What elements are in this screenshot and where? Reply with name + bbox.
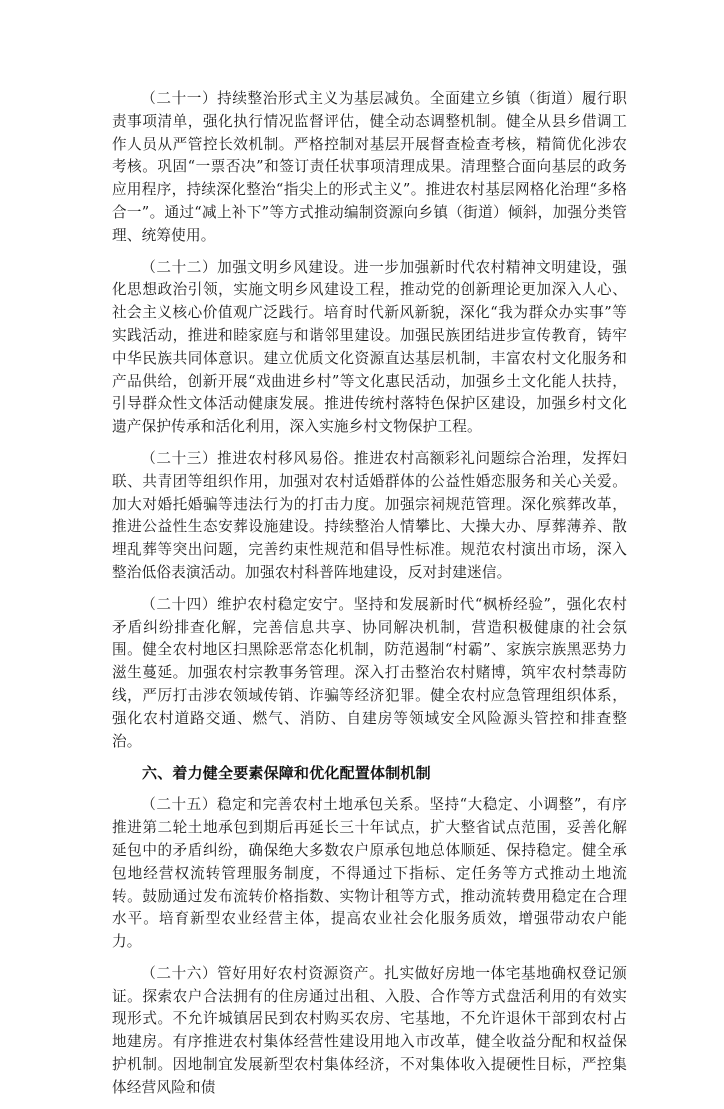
paragraph-23: （二十三）推进农村移风易俗。推进农村高额彩礼问题综合治理，发挥妇联、共青团等组织作用，加强对农村适婚群体的公益性婚恋服务和关心关爱。加大对婚托婚骗等违法行为的打击力度。加强宗祠规范管理。深化殡葬改革，推进公益性生态安葬设施建设。持续整治人情攀比、大操大办、厚葬薄养、散埋乱葬等突出问题，完善约束性规范和倡导性标准。规范农村演出市场，深入整治低俗表演活动。加强农村科普阵地建设，反对封建迷信。 <box>112 449 627 581</box>
document-page <box>112 88 627 1109</box>
section-heading: 六、着力健全要素保障和优化配置体制机制 <box>142 764 431 783</box>
paragraph-24: （二十四）维护农村稳定安宁。坚持和发展新时代“枫桥经验”，强化农村矛盾纠纷排查化解，完善信息共享、协同解决机制，营造积极健康的社会氛围。健全农村地区扫黑除恶常态化机制，防范遏制“村霸”、家族宗族黑恶势力滋生蔓延。加强农村宗教事务管理。深入打击整治农村赌博，筑牢农村禁毒防线，严厉打击涉农领域传销、诈骗等经济犯罪。健全农村应急管理组织体系，强化农村道路交通、燃气、消防、自建房等领域安全风险源头管控和排查整治。 <box>112 595 627 750</box>
paragraph-26: （二十六）管好用好农村资源资产。扎实做好房地一体宅基地确权登记颁证。探索农户合法拥有的住房通过出租、入股、合作等方式盘活利用的有效实现形式。不允许城镇居民到农村购买农房、宅基地，不允许退休干部到农村占地建房。有序推进农村集体经营性建设用地入市改革，健全收益分配和权益保护机制。因地制宜发展新型农村集体经济，不对集体收入提硬性目标，严控集体经营风险和债 <box>112 964 627 1096</box>
paragraph-21: （二十一）持续整治形式主义为基层减负。全面建立乡镇（街道）履行职责事项清单，强化执行情况监督评估，健全动态调整机制。健全从县乡借调工作人员从严管控长效机制。严格控制对基层开展督查检查考核，精简优化涉农考核。巩固“一票否决”和签订责任状事项清理成果。清理整合面向基层的政务应用程序，持续深化整治“指尖上的形式主义”。推进农村基层网格化治理“多格合一”。通过“减上补下”等方式推动编制资源向乡镇（街道）倾斜，加强分类管理、统筹使用。 <box>112 90 627 244</box>
paragraph-22: （二十二）加强文明乡风建设。进一步加强新时代农村精神文明建设，强化思想政治引领，实施文明乡风建设工程，推动党的创新理论更加深入人心、社会主义核心价值观广泛践行。培育时代新风新貌，深化“我为群众办实事”等实践活动，推进和睦家庭与和谐邻里建设。加强民族团结进步宣传教育，铸牢中华民族共同体意识。建立优质文化资源直达基层机制，丰富农村文化服务和产品供给，创新开展“戏曲进乡村”等文化惠民活动，加强乡土文化能人扶持，引导群众性文体活动健康发展。推进传统村落特色保护区建设，加强乡村文化遗产保护传承和活化利用，深入实施乡村文物保护工程。 <box>112 258 627 436</box>
paragraph-25: （二十五）稳定和完善农村土地承包关系。坚持“大稳定、小调整”，有序推进第二轮土地承包到期后再延长三十年试点，扩大整省试点范围，妥善化解延包中的矛盾纠纷，确保绝大多数农户原承包地总体顺延、保持稳定。健全承包地经营权流转管理服务制度，不得通过下指标、定任务等方式推动土地流转。鼓励通过发布流转价格指数、实物计租等方式，推动流转费用稳定在合理水平。培育新型农业经营主体，提高农业社会化服务质效，增强带动农户能力。 <box>112 796 627 951</box>
